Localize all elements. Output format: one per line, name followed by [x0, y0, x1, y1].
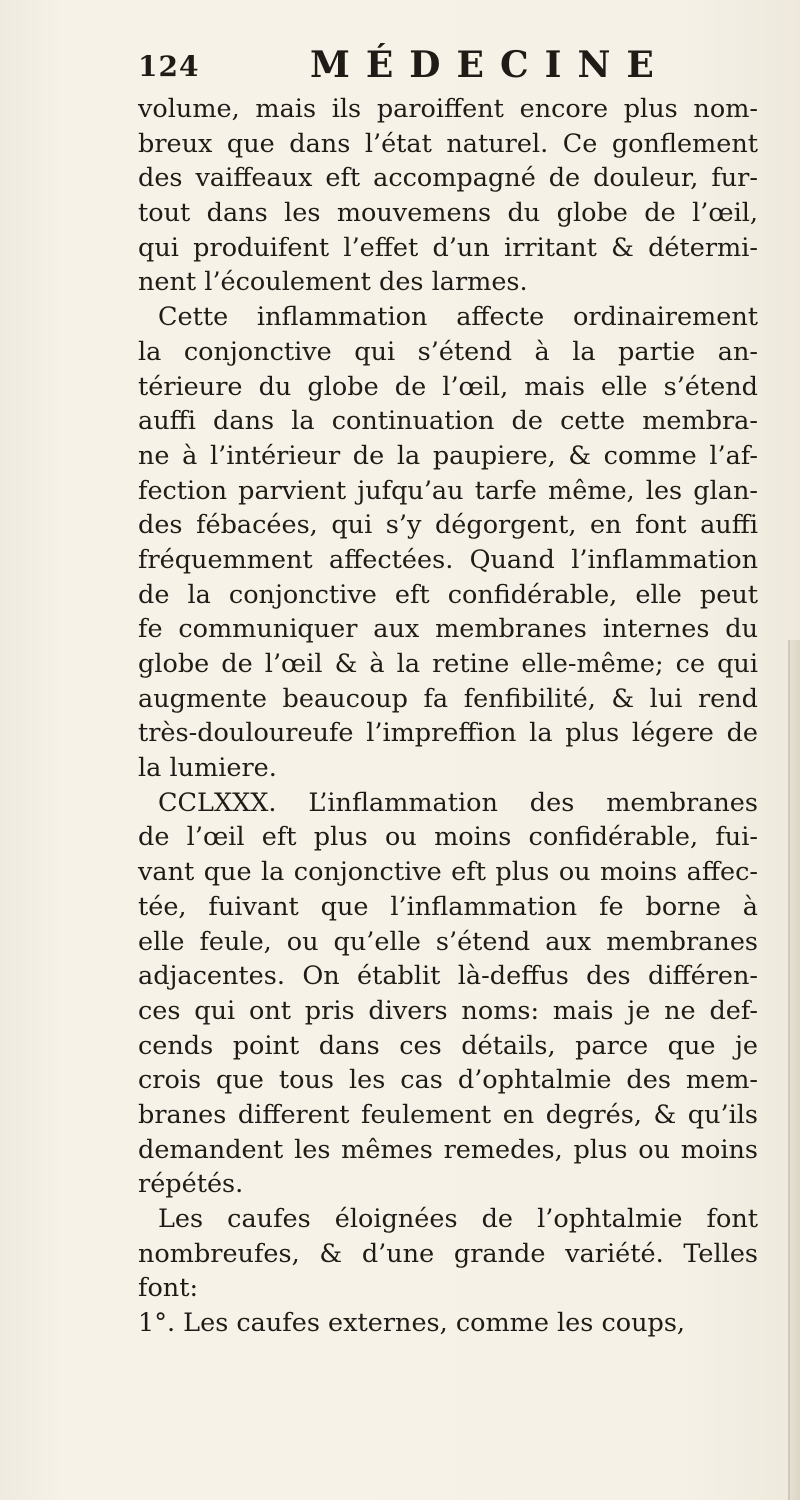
- text-line: des vaiffeaux eft accompagné de douleur, fur-: [138, 163, 758, 194]
- text-line: répétés.: [138, 1169, 244, 1200]
- text-line: Les caufes éloignées de l’ophtalmie font: [158, 1204, 758, 1234]
- text-line: vant que la conjonctive eft plus ou moins affec-: [138, 857, 758, 888]
- text-line: demandent les mêmes remedes, plus ou moins: [138, 1134, 758, 1165]
- text-line: breux que dans l’état naturel. Ce gonflement: [138, 128, 758, 159]
- text-line: elle feule, ou qu’elle s’étend aux membranes: [138, 926, 758, 957]
- text-line: cends point dans ces détails, parce que je: [138, 1030, 758, 1061]
- text-line: branes different feulement en degrés, & qu’ils: [138, 1099, 758, 1130]
- text-line: la lumiere.: [138, 753, 277, 784]
- text-line: 1°. Les caufes externes, comme les coups,: [138, 1308, 686, 1339]
- text-line: fe communiquer aux membranes internes du: [138, 614, 758, 645]
- text-line: adjacentes. On établit là-deffus des différen-: [138, 961, 758, 992]
- text-line: ces qui ont pris divers noms: mais je ne def-: [138, 995, 758, 1026]
- text-line: fection parvient jufqu’au tarfe même, les glan-: [138, 475, 758, 506]
- body-text: [138, 92, 758, 1341]
- text-line: nent l’écoulement des larmes.: [138, 267, 528, 298]
- text-line: auffi dans la continuation de cette membra-: [138, 406, 758, 437]
- page-edge-shadow: [788, 640, 800, 1500]
- text-line: de l’œil eft plus ou moins confidérable, fui-: [138, 822, 758, 853]
- text-line: fréquemment affectées. Quand l’inflammation: [138, 544, 758, 575]
- text-line: volume, mais ils paroiffent encore plus nom-: [138, 94, 758, 124]
- text-line: crois que tous les cas d’ophtalmie des mem-: [138, 1065, 758, 1096]
- text-line: CCLXXX. L’inflammation des membranes: [158, 787, 758, 818]
- text-line: térieure du globe de l’œil, mais elle s’étend: [138, 371, 758, 402]
- text-line: des fébacées, qui s’y dégorgent, en font auffi: [138, 510, 758, 541]
- text-line: augmente beaucoup fa fenfibilité, & lui rend: [138, 683, 758, 714]
- text-line: globe de l’œil & à la retine elle-même; ce qui: [138, 649, 758, 679]
- text-line: font:: [138, 1273, 199, 1304]
- text-line: la conjonctive qui s’étend à la partie an-: [138, 336, 758, 367]
- text-line: ne à l’intérieur de la paupiere, & comme l’af-: [138, 440, 758, 471]
- running-head: [138, 44, 738, 94]
- text-line: de la conjonctive eft confidérable, elle peut: [138, 579, 758, 610]
- text-line: tée, fuivant que l’inflammation fe borne à: [138, 891, 758, 922]
- text-line: très-douloureufe l’impreffion la plus légere de: [138, 718, 758, 749]
- text-line: Cette inflammation affecte ordinairement: [158, 302, 758, 333]
- text-line: nombreufes, & d’une grande variété. Telles: [138, 1238, 758, 1269]
- text-line: tout dans les mouvemens du globe de l’œil,: [138, 198, 758, 229]
- page-number: 124: [138, 50, 200, 83]
- section-title: MÉDECINE: [310, 44, 670, 86]
- text-line: qui produifent l’effet d’un irritant & détermi-: [138, 232, 758, 263]
